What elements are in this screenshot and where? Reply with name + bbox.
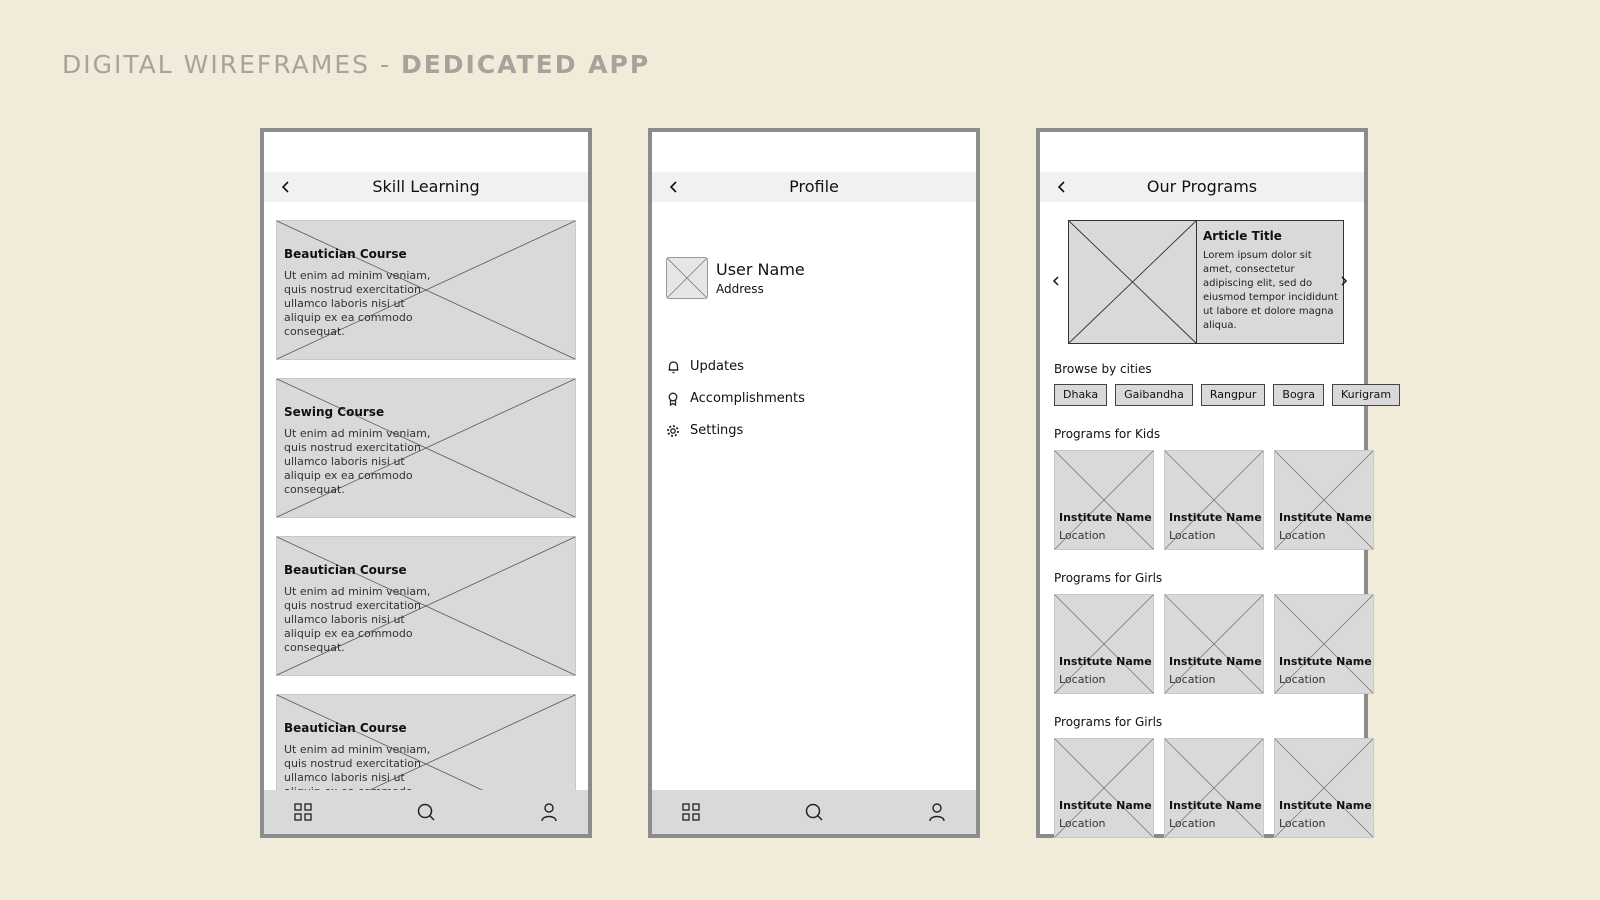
city-chip[interactable]: Gaibandha (1115, 384, 1193, 406)
institute-row (1054, 594, 1372, 694)
city-chips (1054, 384, 1392, 408)
avatar (666, 257, 708, 299)
city-chip[interactable]: Kurigram (1332, 384, 1400, 406)
institute-name: Institute Name (1169, 511, 1262, 524)
institute-name: Institute Name (1169, 655, 1262, 668)
carousel-next-icon[interactable] (1338, 275, 1350, 287)
course-description: Ut enim ad minim veniam, quis nostrud exercitation ullamco laboris nisi ut aliquip ex ea commodo consequat. (284, 585, 431, 654)
article-text: Lorem ipsum dolor sit amet, consectetur adipiscing elit, sed do eiusmod tempor incididunt ut labore et dolore magna aliqua. (1203, 250, 1338, 331)
institute-location: Location (1279, 673, 1326, 686)
course-description: Ut enim ad minim veniam, quis nostrud exercitation ullamco laboris nisi ut aliquip ex ea commodo consequat. (284, 269, 431, 338)
institute-card[interactable] (1054, 594, 1154, 694)
institute-location: Location (1169, 673, 1216, 686)
image-placeholder (1069, 221, 1196, 343)
menu-item-updates[interactable] (666, 359, 744, 374)
course-list (276, 220, 578, 800)
article-title: Article Title (1203, 229, 1282, 243)
phone-skill-learning (260, 128, 592, 838)
institute-row (1054, 450, 1372, 550)
user-icon[interactable] (926, 801, 948, 823)
app-bar (264, 172, 588, 202)
institute-card[interactable] (1274, 738, 1374, 838)
bottom-nav (264, 790, 588, 834)
page-title (62, 50, 650, 79)
user-icon[interactable] (538, 801, 560, 823)
institute-location: Location (1059, 673, 1106, 686)
search-icon[interactable] (803, 801, 825, 823)
institute-card[interactable] (1054, 738, 1154, 838)
course-title: Sewing Course (284, 405, 385, 419)
institute-name: Institute Name (1279, 799, 1372, 812)
institute-card[interactable] (1054, 450, 1154, 550)
grid-icon[interactable] (680, 801, 702, 823)
course-title: Beautician Course (284, 563, 407, 577)
article-carousel[interactable] (1068, 220, 1344, 344)
phone-profile (648, 128, 980, 838)
institute-card[interactable] (1274, 594, 1374, 694)
institute-card[interactable] (1164, 594, 1264, 694)
app-bar (652, 172, 976, 202)
section-label: Programs for Girls (1054, 571, 1163, 585)
institute-card[interactable] (1274, 450, 1374, 550)
user-address: Address (716, 282, 764, 296)
institute-name: Institute Name (1169, 799, 1262, 812)
institute-location: Location (1279, 817, 1326, 830)
institute-card[interactable] (1164, 450, 1264, 550)
search-icon[interactable] (415, 801, 437, 823)
page-title-bold: DEDICATED APP (400, 50, 651, 79)
city-chip[interactable]: Dhaka (1054, 384, 1107, 406)
course-title: Beautician Course (284, 247, 407, 261)
menu-item-settings[interactable] (666, 423, 743, 438)
carousel-prev-icon[interactable] (1050, 275, 1062, 287)
screen-title: Profile (789, 177, 839, 196)
course-description: Ut enim ad minim veniam, quis nostrud exercitation ullamco laboris nisi ut (284, 743, 431, 784)
city-chip[interactable]: Rangpur (1201, 384, 1266, 406)
institute-name: Institute Name (1059, 799, 1152, 812)
gear-icon (666, 424, 680, 438)
institute-location: Location (1059, 817, 1106, 830)
user-name: User Name (716, 260, 805, 279)
institute-name: Institute Name (1059, 511, 1152, 524)
menu-item-label: Updates (690, 359, 744, 374)
bell-icon (666, 360, 680, 374)
institute-name: Institute Name (1279, 655, 1372, 668)
screen-title: Skill Learning (372, 177, 480, 196)
article-image (1069, 221, 1197, 343)
grid-icon[interactable] (292, 801, 314, 823)
institute-location: Location (1279, 529, 1326, 542)
institute-row (1054, 738, 1372, 838)
award-icon (666, 392, 680, 406)
screen-title: Our Programs (1146, 177, 1258, 196)
institute-card[interactable] (1164, 738, 1264, 838)
app-bar (1040, 172, 1364, 202)
page-title-light: DIGITAL WIREFRAMES - (62, 50, 401, 79)
menu-item-label: Settings (690, 423, 744, 438)
menu-item-accomplishments[interactable] (666, 391, 805, 406)
institute-location: Location (1169, 817, 1216, 830)
browse-cities-label: Browse by cities (1054, 362, 1152, 376)
image-placeholder (667, 258, 707, 298)
institute-location: Location (1059, 529, 1106, 542)
menu-item-label: Accomplishments (690, 391, 805, 406)
institute-name: Institute Name (1279, 511, 1372, 524)
section-label: Programs for Kids (1054, 427, 1161, 441)
institute-name: Institute Name (1059, 655, 1152, 668)
section-label: Programs for Girls (1054, 715, 1163, 729)
course-card[interactable] (276, 378, 576, 518)
course-card[interactable] (276, 220, 576, 360)
course-card[interactable] (276, 536, 576, 676)
course-description: Ut enim ad minim veniam, quis nostrud exercitation ullamco laboris nisi ut aliquip ex ea commodo consequat. (284, 427, 431, 496)
course-title: Beautician Course (284, 721, 407, 735)
institute-location: Location (1169, 529, 1216, 542)
phone-our-programs (1036, 128, 1392, 838)
bottom-nav (652, 790, 976, 834)
city-chip[interactable]: Bogra (1273, 384, 1324, 406)
